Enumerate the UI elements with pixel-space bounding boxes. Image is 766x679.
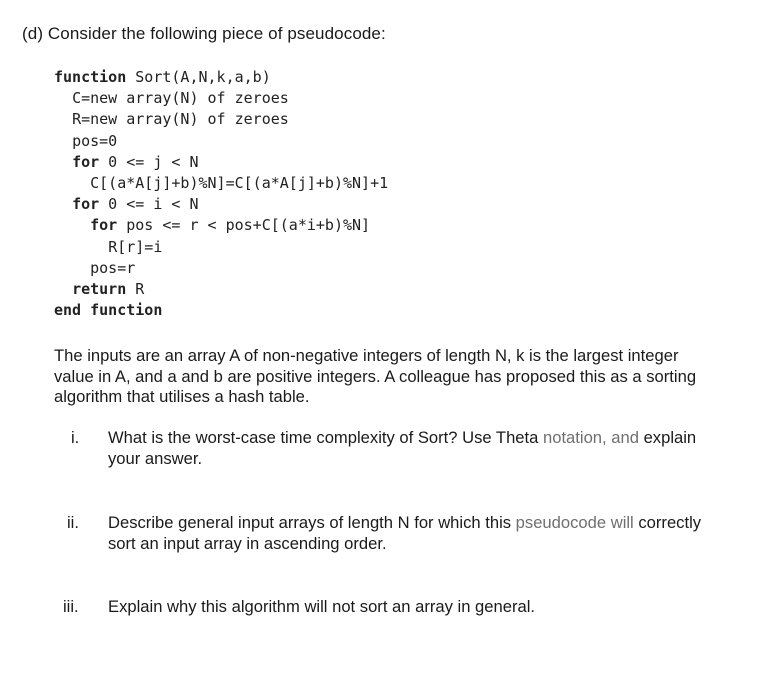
code-keyword: for	[72, 195, 100, 214]
code-text: C=new array(N) of zeroes	[72, 89, 289, 108]
code-indent	[54, 216, 90, 234]
code-keyword: end function	[54, 301, 163, 320]
question-text-part: correctly sort an input array in ascending order.	[108, 513, 702, 553]
code-text: R[r]=i	[108, 237, 163, 256]
code-line	[54, 237, 388, 258]
code-indent	[54, 259, 90, 277]
problem-description: The inputs are an array A of non-negative integers of length N, k is the largest integer value in A, and a and b are positive integers. A colleague has proposed this as a sorting algorithm that utilises a hash table.	[54, 346, 697, 406]
code-line	[54, 258, 388, 279]
code-line	[54, 279, 388, 300]
question-heading: (d) Consider the following piece of pseudocode:	[22, 24, 386, 43]
code-keyword: for	[90, 216, 118, 235]
code-line	[54, 109, 388, 130]
code-line	[54, 194, 388, 215]
pseudocode-block	[54, 67, 388, 321]
code-text: pos=0	[72, 131, 118, 150]
question-text	[108, 513, 714, 554]
code-indent	[54, 132, 72, 150]
question-text	[108, 597, 714, 618]
code-indent	[54, 174, 90, 192]
code-text: pos <= r < pos+C[(a*i+b)%N]	[117, 216, 371, 235]
question-text-part: Explain why this algorithm will not sort an array in general.	[108, 597, 536, 616]
code-text: 0 <= j < N	[99, 152, 199, 171]
code-line	[54, 152, 388, 173]
question-number: iii.	[63, 597, 79, 616]
code-text: C[(a*A[j]+b)%N]=C[(a*A[j]+b)%N]+1	[90, 173, 389, 192]
code-indent	[54, 153, 72, 171]
code-indent	[54, 89, 72, 107]
code-line	[54, 131, 388, 152]
code-indent	[54, 238, 108, 256]
question-number: i.	[71, 428, 80, 447]
question-text-part: Describe general input arrays of length N for which this	[108, 513, 516, 532]
code-keyword: for	[72, 152, 100, 171]
question-text-muted: notation, and	[542, 428, 639, 447]
code-line	[54, 88, 388, 109]
code-text: 0 <= i < N	[99, 195, 199, 214]
code-line	[54, 173, 388, 194]
code-text: R=new array(N) of zeroes	[72, 110, 289, 129]
code-line	[54, 300, 388, 321]
code-keyword: return	[72, 279, 127, 298]
code-text: R	[126, 279, 145, 298]
code-text: Sort(A,N,k,a,b)	[126, 68, 271, 86]
question-text	[108, 428, 714, 469]
code-indent	[54, 195, 72, 213]
question-number: ii.	[67, 513, 79, 532]
question-text-part: explain your answer.	[108, 428, 697, 468]
code-keyword: function	[54, 68, 127, 86]
code-line	[54, 215, 388, 236]
question-text-muted: pseudocode will	[515, 513, 634, 532]
code-indent	[54, 110, 72, 128]
question-text-part: What is the worst-case time complexity of Sort? Use Theta	[108, 428, 543, 447]
code-line	[54, 67, 388, 88]
code-indent	[54, 280, 72, 298]
code-text: pos=r	[90, 258, 136, 277]
